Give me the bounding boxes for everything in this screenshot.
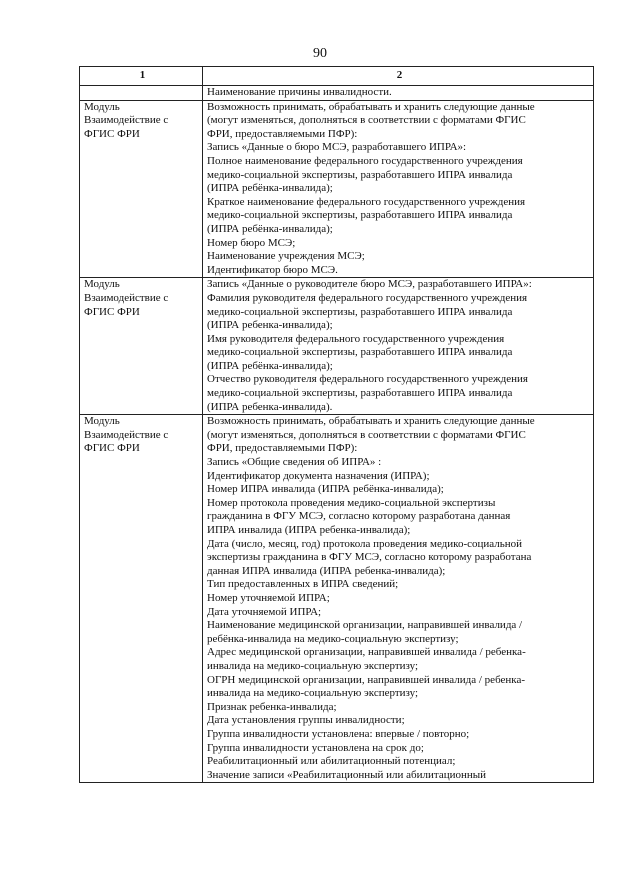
text-line: Идентификатор документа назначения (ИПРА); xyxy=(207,469,430,482)
text-line: Модуль xyxy=(84,278,120,291)
row-1-module-cell xyxy=(80,86,203,101)
text-line: Наименование медицинской организации, направившей инвалида / xyxy=(207,619,523,632)
text-line: Реабилитационный или абилитационный потенциал; xyxy=(207,755,456,768)
text-line: гражданина в ФГУ МСЭ, согласно которому разработана данная xyxy=(207,510,511,523)
text-line: Дата установления группы инвалидности; xyxy=(207,714,405,727)
text-line: Взаимодействие с xyxy=(84,114,169,127)
text-line: Дата уточняемой ИПРА; xyxy=(207,605,322,618)
row-3-description-cell xyxy=(203,278,594,415)
table-row xyxy=(80,100,594,278)
text-line: ФГИС ФРИ xyxy=(84,305,140,318)
text-line: экспертизы гражданина в ФГУ МСЭ, согласно которому разработана xyxy=(207,551,532,564)
text-line: Номер бюро МСЭ; xyxy=(207,236,296,249)
table-header-row xyxy=(80,67,594,86)
text-line: инвалида на медико-социальную экспертизу; xyxy=(207,687,419,700)
text-line: Группа инвалидности установлена на срок до; xyxy=(207,741,424,754)
row-2-description-cell xyxy=(203,100,594,278)
text-line: ФГИС ФРИ xyxy=(84,442,140,455)
text-line: медико-социальной экспертизы, разработавшего ИПРА инвалида xyxy=(207,168,513,181)
row-4-module-cell xyxy=(80,415,203,783)
text-line: Идентификатор бюро МСЭ. xyxy=(207,263,338,276)
text-line: Имя руководителя федерального государственного учреждения xyxy=(207,332,505,345)
column-header-2: 2 xyxy=(203,67,594,86)
text-line: Модуль xyxy=(84,100,120,113)
text-line: ОГРН медицинской организации, направившей инвалида / ребенка- xyxy=(207,673,526,686)
text-line: Наименование учреждения МСЭ; xyxy=(207,250,365,263)
text-line: ФРИ, предоставляемыми ПФР): xyxy=(207,442,358,455)
text-line: инвалида на медико-социальную экспертизу; xyxy=(207,659,419,672)
text-line: Значение записи «Реабилитационный или абилитационный xyxy=(207,768,487,781)
text-line: Номер ИПРА инвалида (ИПРА ребёнка-инвалида); xyxy=(207,483,444,496)
text-line: данная ИПРА инвалида (ИПРА ребенка-инвалида); xyxy=(207,564,446,577)
text-line: (могут изменяться, дополняться в соответствии с форматами ФГИС xyxy=(207,428,526,441)
text-line: (ИПРА ребёнка-инвалида); xyxy=(207,222,333,235)
row-1-description-cell xyxy=(203,86,594,101)
text-line: ребёнка-инвалида на медико-социальную экспертизу; xyxy=(207,632,459,645)
text-line: медико-социальной экспертизы, разработавшего ИПРА инвалида xyxy=(207,209,513,222)
text-line: Признак ребенка-инвалида; xyxy=(207,700,337,713)
text-line: Фамилия руководителя федерального государственного учреждения xyxy=(207,291,528,304)
page-number: 90 xyxy=(313,46,327,61)
text-line: медико-социальной экспертизы, разработавшего ИПРА инвалида xyxy=(207,387,513,400)
text-line: Номер уточняемой ИПРА; xyxy=(207,591,330,604)
text-line: Модуль xyxy=(84,415,120,428)
text-line: Взаимодействие с xyxy=(84,291,169,304)
text-line: Запись «Данные о руководителе бюро МСЭ, разработавшего ИПРА»: xyxy=(207,278,532,291)
text-line: Запись «Общие сведения об ИПРА» : xyxy=(207,456,382,469)
text-line: Дата (число, месяц, год) протокола проведения медико-социальной xyxy=(207,537,523,550)
text-line: Номер протокола проведения медико-социальной экспертизы xyxy=(207,496,496,509)
row-4-description-cell xyxy=(203,415,594,783)
text-line: ИПРА инвалида (ИПРА ребенка-инвалида); xyxy=(207,524,411,536)
text-line: Запись «Данные о бюро МСЭ, разработавшего ИПРА»: xyxy=(207,141,467,154)
row-3-module-cell xyxy=(80,278,203,415)
text-line: Краткое наименование федерального государственного учреждения xyxy=(207,195,526,208)
text-line: Полное наименование федерального государственного учреждения xyxy=(207,154,523,167)
text-line: ФГИС ФРИ xyxy=(84,127,140,140)
text-line: (могут изменяться, дополняться в соответствии с форматами ФГИС xyxy=(207,114,526,127)
text-line: медико-социальной экспертизы, разработавшего ИПРА инвалида xyxy=(207,346,513,359)
text-line: Тип предоставленных в ИПРА сведений; xyxy=(207,578,399,591)
text-line: медико-социальной экспертизы, разработавшего ИПРА инвалида xyxy=(207,305,513,318)
table-row xyxy=(80,415,594,783)
column-header-1: 1 xyxy=(80,67,203,86)
requirements-table xyxy=(79,66,594,783)
text-line: (ИПРА ребёнка-инвалида); xyxy=(207,359,333,372)
table-row xyxy=(80,86,594,101)
text-line: (ИПРА ребенка-инвалида); xyxy=(207,319,333,332)
text-line: Возможность принимать, обрабатывать и хранить следующие данные xyxy=(207,100,535,113)
table-row xyxy=(80,278,594,415)
text-line: Возможность принимать, обрабатывать и хранить следующие данные xyxy=(207,415,535,428)
text-line: Отчество руководителя федерального государственного учреждения xyxy=(207,373,528,386)
row-2-module-cell xyxy=(80,100,203,278)
text-line: (ИПРА ребёнка-инвалида); xyxy=(207,182,333,195)
text-line: Адрес медицинской организации, направившей инвалида / ребенка- xyxy=(207,646,526,659)
text-line: Наименование причины инвалидности. xyxy=(207,86,392,98)
text-line: Группа инвалидности установлена: впервые / повторно; xyxy=(207,727,470,740)
text-line: Взаимодействие с xyxy=(84,428,169,441)
text-line: ФРИ, предоставляемыми ПФР): xyxy=(207,127,358,140)
text-line: (ИПРА ребенка-инвалида). xyxy=(207,400,333,413)
